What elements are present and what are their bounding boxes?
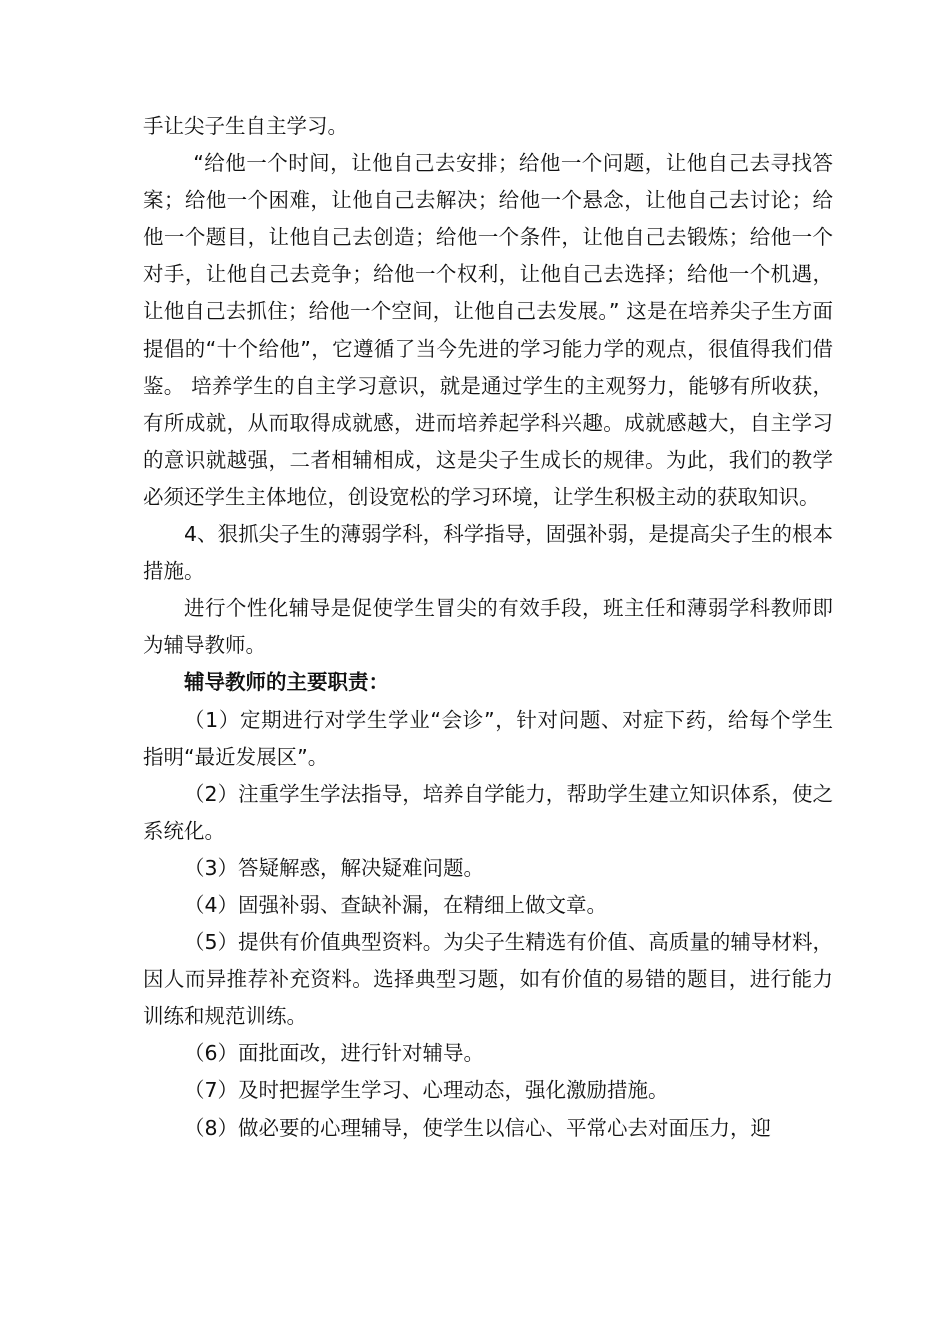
duty-item-3: （3）答疑解惑，解决疑难问题。 — [184, 855, 485, 880]
duty-item-6: （6）面批面改，进行针对辅导。 — [184, 1041, 485, 1066]
document-page — [143, 108, 833, 1147]
paragraph-continuation: 手让尖子生自主学习。 — [143, 114, 348, 138]
duty-item-7: （7）及时把握学生学习、心理动态，强化激励措施。 — [184, 1078, 669, 1103]
duty-item-4: （4）固强补弱、查缺补漏，在精细上做文章。 — [184, 892, 608, 917]
paragraph-point-4-heading: 4、狠抓尖子生的薄弱学科，科学指导，固强补弱，是提高尖子生的根本措施。 — [143, 522, 833, 584]
duty-item-2: （2）注重学生学法指导，培养自学能力，帮助学生建立知识体系，使之系统化。 — [143, 781, 833, 843]
duty-item-1: （1）定期进行对学生学业“会诊”，针对问题、对症下药，给每个学生指明“最近发展区”。 — [143, 707, 833, 769]
section-heading-tutor-duties: 辅导教师的主要职责： — [184, 670, 389, 695]
paragraph-individual-tutoring: 进行个性化辅导是促使学生冒尖的有效手段，班主任和薄弱学科教师即为辅导教师。 — [143, 596, 833, 658]
duty-item-8: （8）做必要的心理辅导，使学生以信心、平常心去对面压力，迎 — [184, 1115, 772, 1140]
paragraph-ten-give-him: “给他一个时间，让他自己去安排；给他一个问题，让他自己去寻找答案；给他一个困难，让他自己去解决；给他一个悬念，让他自己去讨论；给他一个题目，让他自己去创造；给他一个条件，让他自己去锻炼；给他一个对手，让他自己去竞争；给他一个权利，让他自己去选择；给他一个机遇，让他自己去抓住；给他一个空间，让他自己去发展。” 这是在培养尖子生方面提倡的“十个给他”，它遵循了当今先进的学习能力学的观点，很值得我们借鉴。 培养学生的自主学习意识，就是通过学生的主观努力，能够有所收获，有所成就，从而取得成就感，进而培养起学科兴趣。成就感越大，自主学习的意识就越强，二者相辅相成，这是尖子生成长的规律。为此，我们的教学必须还学生主体地位，创设宽松的学习环境，让学生积极主动的获取知识。 — [143, 151, 833, 509]
duty-item-5: （5）提供有价值典型资料。为尖子生精选有价值、高质量的辅导材料，因人而异推荐补充资料。选择典型习题，如有价值的易错的题目，进行能力训练和规范训练。 — [143, 930, 833, 1029]
